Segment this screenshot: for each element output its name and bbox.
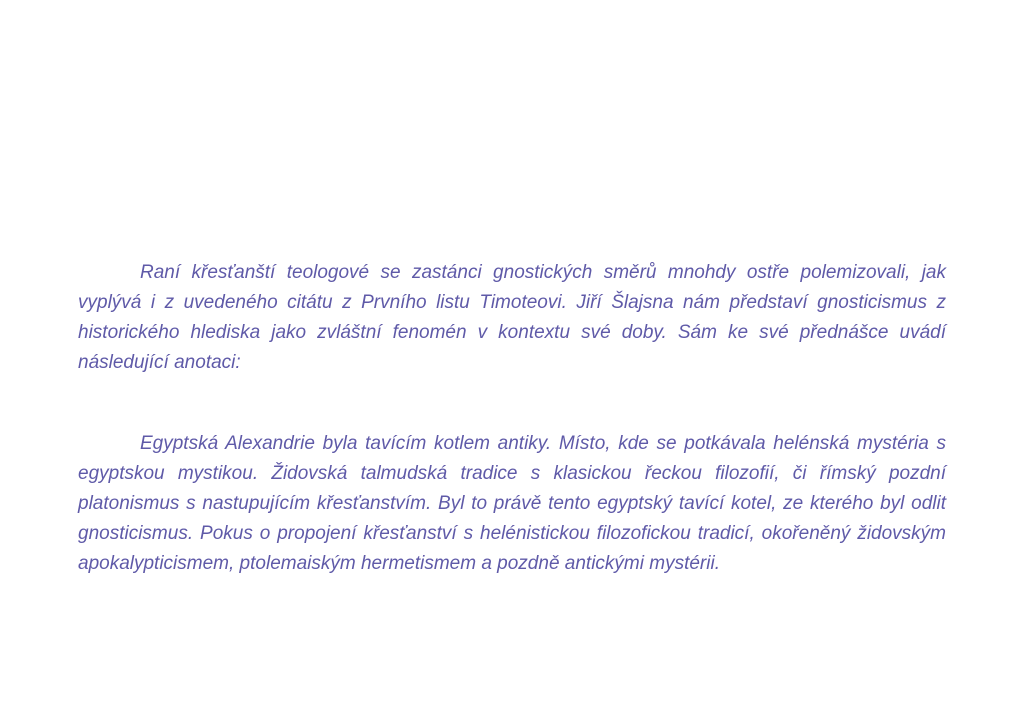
paragraph-text: Egyptská Alexandrie byla tavícím kotlem antiky. Místo, kde se potkávala helénská mystéria s egyptskou mystikou. Židovská talmudská tradice s klasickou řeckou filozofií, či římský pozdní platonismus s nastupujícím křesťanstvím. Byl to právě tento egyptský tavící kotel, ze kterého byl odlit gnosticismus. Pokus o propojení křesťanství s helénistickou filozofickou tradicí, okořeněný židovským apokalypticismem, ptolemaiským hermetismem a pozdně antickými mystérii.	[78, 433, 946, 574]
intro-paragraph	[78, 258, 946, 378]
paragraph-text: Raní křesťanští teologové se zastánci gnostických směrů mnohdy ostře polemizovali, jak vyplývá i z uvedeného citátu z Prvního listu Timoteovi. Jiří Šlajsna nám představí gnosticismus z historického hlediska jako zvláštní fenomén v kontextu své doby. Sám ke své přednášce uvádí následující anotaci:	[78, 262, 946, 373]
annotation-paragraph	[78, 429, 946, 579]
